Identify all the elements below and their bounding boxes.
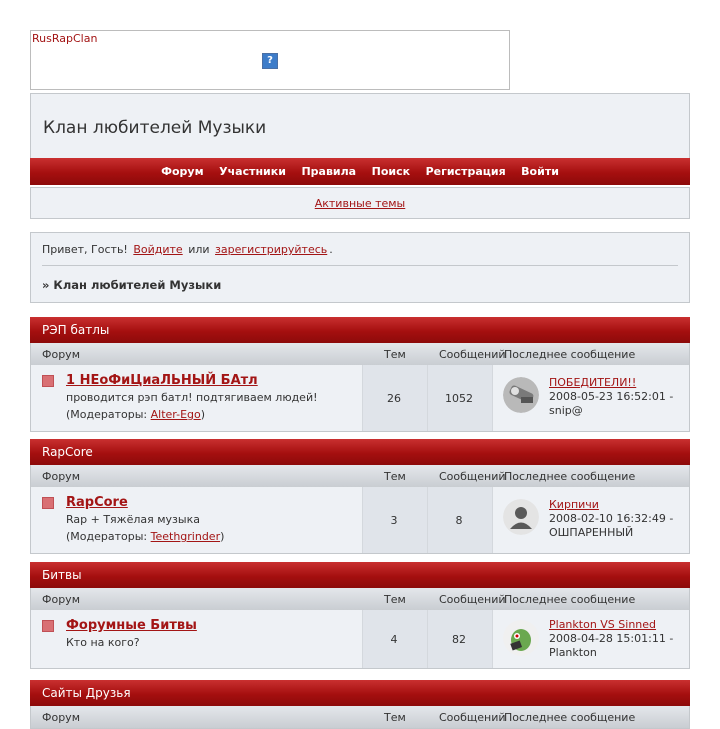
last-post-meta bbox=[549, 512, 689, 540]
posts-count: 82 bbox=[452, 633, 466, 646]
col-topics: Тем bbox=[384, 711, 406, 724]
forum-moderators: (Модераторы: Alter-Ego) bbox=[66, 408, 206, 421]
last-post-meta bbox=[549, 390, 689, 418]
category-title[interactable]: РЭП батлы bbox=[30, 317, 690, 343]
default-avatar-icon[interactable] bbox=[503, 499, 539, 535]
col-posts: Сообщений bbox=[439, 470, 506, 483]
sub-navigation bbox=[30, 187, 690, 219]
site-header bbox=[30, 93, 690, 160]
posts-count: 8 bbox=[455, 514, 463, 527]
col-posts: Сообщений bbox=[439, 593, 506, 606]
or-text: или bbox=[188, 243, 210, 256]
last-post-date: 2008-02-10 16:32:49 - bbox=[549, 512, 674, 525]
column-header-row bbox=[31, 706, 689, 728]
category-rapcore bbox=[30, 439, 690, 554]
col-topics: Тем bbox=[384, 593, 406, 606]
forum-description: Rap + Тяжёлая музыка bbox=[66, 513, 200, 526]
forum-status-icon bbox=[42, 620, 54, 632]
last-post-author: snip@ bbox=[549, 404, 583, 417]
forum-link[interactable]: 1 НЕоФиЦиаЛЬНЫЙ БАтл bbox=[66, 373, 258, 388]
forum-status-icon bbox=[42, 375, 54, 387]
category-friend-sites bbox=[30, 680, 690, 729]
nav-login[interactable]: Войти bbox=[521, 165, 559, 178]
nav-register[interactable]: Регистрация bbox=[425, 165, 506, 178]
main-navigation bbox=[30, 158, 690, 185]
ad-banner bbox=[30, 30, 510, 90]
forum-description: Кто на кого? bbox=[66, 636, 140, 649]
forum-row bbox=[31, 365, 689, 431]
avatar[interactable] bbox=[503, 377, 539, 413]
forum-link[interactable]: RapCore bbox=[66, 495, 128, 510]
broken-image-icon[interactable]: ? bbox=[262, 53, 278, 69]
breadcrumb: » Клан любителей Музыки bbox=[42, 278, 222, 292]
avatar[interactable] bbox=[503, 620, 539, 656]
topics-count: 26 bbox=[387, 392, 401, 405]
moderator-link[interactable]: Alter-Ego bbox=[150, 408, 201, 421]
last-post-author: Plankton bbox=[549, 646, 597, 659]
register-link[interactable]: зарегистрируйтесь bbox=[215, 243, 328, 256]
moderator-link[interactable]: Teethgrinder bbox=[150, 530, 221, 543]
col-last-post: Последнее сообщение bbox=[504, 470, 636, 483]
col-last-post: Последнее сообщение bbox=[504, 593, 636, 606]
last-post-date: 2008-04-28 15:01:11 - bbox=[549, 632, 674, 645]
divider bbox=[42, 265, 678, 266]
col-forum: Форум bbox=[42, 348, 80, 361]
last-post-link[interactable]: ПОБЕДИТЕЛИ!! bbox=[549, 376, 637, 389]
last-post-meta bbox=[549, 632, 689, 660]
login-link[interactable]: Войдите bbox=[133, 243, 183, 256]
last-post-link[interactable]: Plankton VS Sinned bbox=[549, 618, 657, 631]
forum-link[interactable]: Форумные Битвы bbox=[66, 618, 197, 633]
category-battles bbox=[30, 562, 690, 669]
col-forum: Форум bbox=[42, 593, 80, 606]
last-post-date: 2008-05-23 16:52:01 - bbox=[549, 390, 674, 403]
posts-count: 1052 bbox=[445, 392, 473, 405]
col-topics: Тем bbox=[384, 348, 406, 361]
nav-search[interactable]: Поиск bbox=[371, 165, 411, 178]
category-title[interactable]: RapCore bbox=[30, 439, 690, 465]
column-header-row bbox=[31, 465, 689, 487]
topics-count: 3 bbox=[390, 514, 398, 527]
col-topics: Тем bbox=[384, 470, 406, 483]
site-title: Клан любителей Музыки bbox=[43, 118, 267, 138]
column-header-row bbox=[31, 588, 689, 610]
nav-forum[interactable]: Форум bbox=[161, 165, 204, 178]
col-last-post: Последнее сообщение bbox=[504, 711, 636, 724]
col-last-post: Последнее сообщение bbox=[504, 348, 636, 361]
category-rap-battles bbox=[30, 317, 690, 432]
active-topics-link[interactable]: Активные темы bbox=[314, 197, 406, 210]
last-post-author: ОШПАРЕННЫЙ bbox=[549, 526, 634, 539]
category-title[interactable]: Битвы bbox=[30, 562, 690, 588]
category-title[interactable]: Сайты Друзья bbox=[30, 680, 690, 706]
forum-moderators: (Модераторы: Teethgrinder) bbox=[66, 530, 225, 543]
banner-link[interactable]: RusRapClan bbox=[32, 32, 98, 45]
column-header-row bbox=[31, 343, 689, 365]
greeting-line bbox=[42, 243, 333, 256]
forum-description: проводится рэп батл! подтягиваем людей! bbox=[66, 391, 318, 404]
period-text: . bbox=[329, 243, 333, 256]
greeting-text: Привет, Гость! bbox=[42, 243, 128, 256]
col-forum: Форум bbox=[42, 711, 80, 724]
col-posts: Сообщений bbox=[439, 348, 506, 361]
welcome-panel bbox=[30, 232, 690, 303]
nav-rules[interactable]: Правила bbox=[301, 165, 357, 178]
col-forum: Форум bbox=[42, 470, 80, 483]
nav-members[interactable]: Участники bbox=[219, 165, 286, 178]
forum-row bbox=[31, 610, 689, 668]
forum-status-icon bbox=[42, 497, 54, 509]
last-post-link[interactable]: Кирпичи bbox=[549, 498, 599, 511]
forum-row bbox=[31, 487, 689, 553]
col-posts: Сообщений bbox=[439, 711, 506, 724]
topics-count: 4 bbox=[390, 633, 398, 646]
